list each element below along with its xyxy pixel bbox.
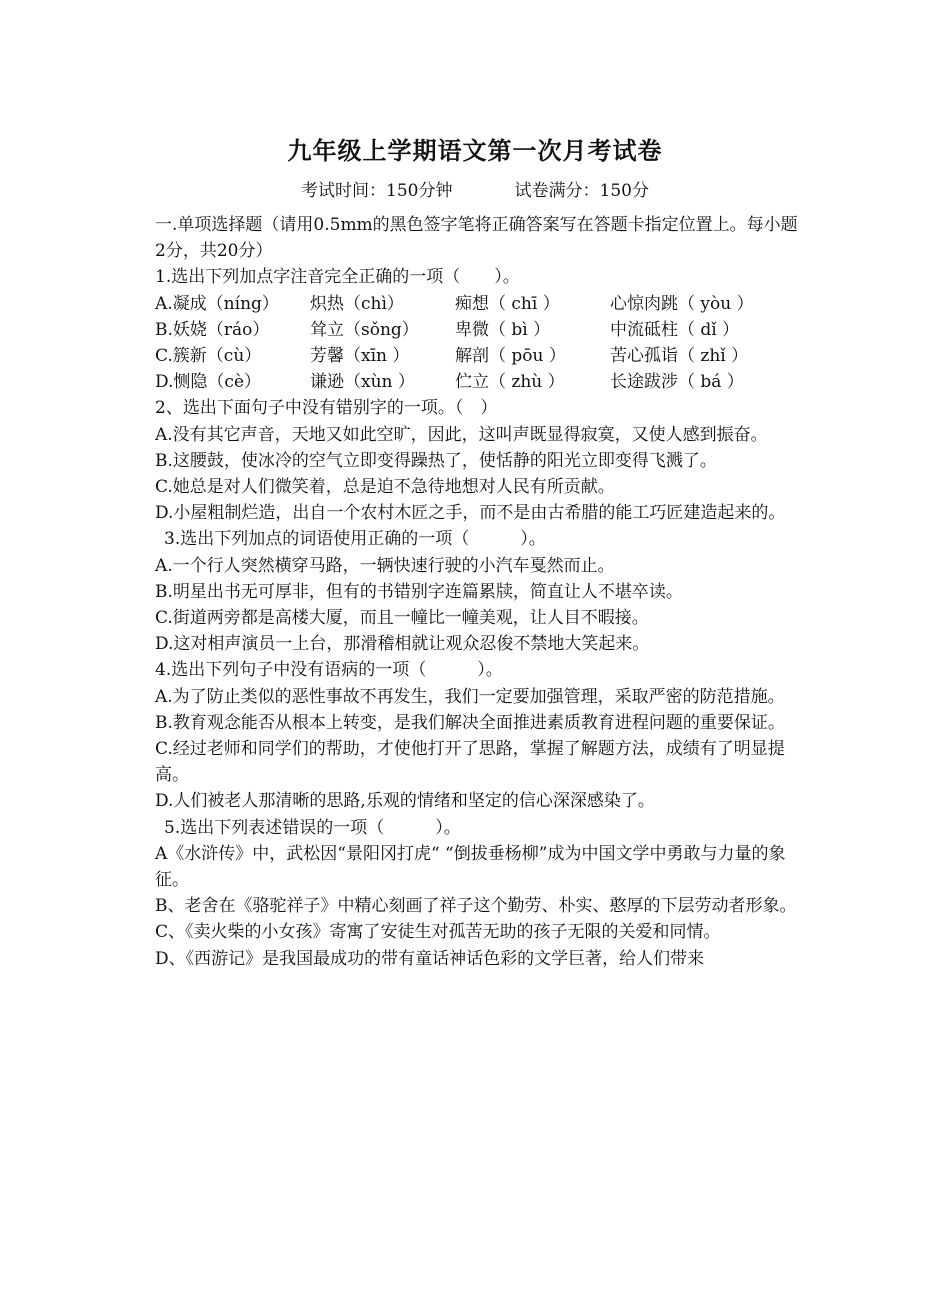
question-3-option-c: C.街道两旁都是高楼大厦，而且一幢比一幢美观，让人目不暇接。 (155, 608, 649, 629)
question-1-stem: 1.选出下列加点字注音完全正确的一项（ ）。 (155, 267, 520, 288)
option-item: 卑微（ bì ） (455, 319, 551, 340)
question-5-option-d: D、《西游记》是我国最成功的带有童话神话色彩的文学巨著，给人们带来 (155, 948, 705, 969)
option-item: C.簇新（cù） (155, 346, 262, 367)
option-item: 痴想（ chī ） (455, 293, 560, 314)
question-5-stem: 5.选出下列表述错误的一项（ ）。 (164, 817, 461, 838)
option-item: 芳馨（xīn ） (310, 346, 410, 367)
exam-content (155, 212, 800, 972)
exam-time: 考试时间：150分钟 (301, 181, 453, 201)
question-5-option-a: A《水浒传》中，武松因“景阳冈打虎“ “倒拔垂杨柳”成为中国文学中勇敢与力量的象征。 (155, 843, 786, 891)
option-item: 长途跋涉（ bá ） (610, 372, 744, 393)
option-item: 心惊肉跳（ yòu ） (610, 293, 754, 314)
option-item: 炽热（chì） (310, 293, 404, 314)
question-5-option-b: B、老舍在《骆驼祥子》中精心刻画了祥子这个勤劳、朴实、憨厚的下层劳动者形象。 (155, 896, 797, 917)
option-item: 谦逊（xùn ） (310, 372, 415, 393)
question-3-option-d: D.这对相声演员一上台，那滑稽相就让观众忍俊不禁地大笑起来。 (155, 634, 650, 655)
question-2-stem: 2、选出下面句子中没有错别字的一项。（ ） (155, 398, 498, 419)
question-4-option-a: A.为了防止类似的恶性事故不再发生，我们一定要加强管理，采取严密的防范措施。 (155, 686, 785, 707)
question-4-option-c: C.经过老师和同学们的帮助，才使他打开了思路，掌握了解题方法，成绩有了明显提高。 (155, 739, 785, 786)
option-item: 耸立（sǒng） (310, 319, 419, 340)
option-item: B.妖娆（ráo） (155, 319, 270, 340)
option-item: D.恻隐（cè） (155, 372, 262, 393)
question-4-stem: 4.选出下列句子中没有语病的一项（ ）。 (155, 660, 503, 681)
question-1-options (155, 291, 800, 396)
question-5-option-c: C、《卖火柴的小女孩》寄寓了安徒生对孤苦无助的孩子无限的关爱和同情。 (155, 922, 721, 943)
section-title: 一.单项选择题（请用0.5mm的黑色签字笔将正确答案写在答题卡指定位置上。每小题2分，共20分） (155, 215, 798, 262)
question-4-option-b: B.教育观念能否从根本上转变，是我们解决全面推进素质教育进程问题的重要保证。 (155, 712, 785, 733)
full-score: 试卷满分：150分 (514, 181, 649, 201)
option-item: A.凝成（níng） (155, 293, 279, 314)
question-3-option-b: B.明星出书无可厚非，但有的书错别字连篇累牍，简直让人不堪卒读。 (155, 581, 683, 602)
option-item: 中流砥柱（ dǐ ） (610, 319, 740, 340)
question-3-option-a: A.一个行人突然横穿马路，一辆快速行驶的小汽车戛然而止。 (155, 555, 615, 576)
question-2-option-c: C.她总是对人们微笑着，总是迫不急待地想对人民有所贡献。 (155, 477, 615, 498)
option-item: 解剖（ pōu ） (455, 346, 566, 367)
exam-title: 九年级上学期语文第一次月考试卷 (287, 136, 663, 165)
question-2-option-d: D.小屋粗制烂造，出自一个农村木匠之手，而不是由古希腊的能工巧匠建造起来的。 (155, 503, 786, 524)
question-2-option-b: B.这腰鼓，使冰冷的空气立即变得躁热了，使恬静的阳光立即变得飞溅了。 (155, 450, 717, 471)
option-item: 苦心孤诣（ zhǐ ） (610, 346, 749, 367)
question-2-option-a: A.没有其它声音，天地又如此空旷，因此，这叫声既显得寂寞，又使人感到振奋。 (155, 424, 768, 445)
option-item: 伫立（ zhù ） (455, 372, 565, 393)
question-3-stem: 3.选出下列加点的词语使用正确的一项（ ）。 (164, 529, 546, 550)
question-4-option-d: D.人们被老人那清晰的思路,乐观的情绪和坚定的信心深深感染了。 (155, 791, 655, 812)
exam-meta (0, 176, 950, 201)
